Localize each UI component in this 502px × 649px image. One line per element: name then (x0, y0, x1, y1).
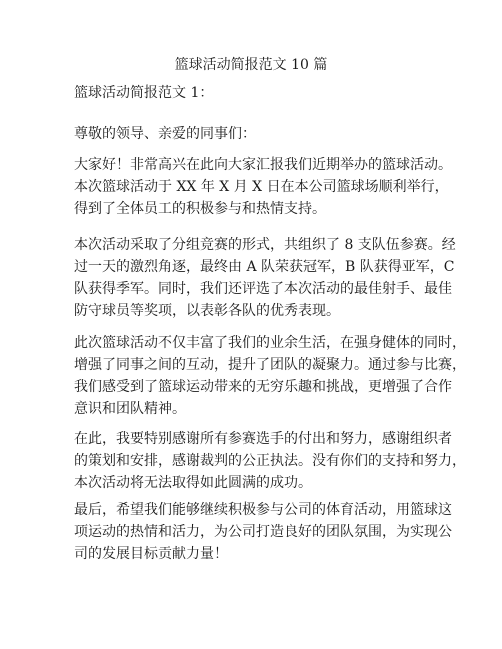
paragraph-line: 在此，我要特别感谢所有参赛选手的付出和努力，感谢组织者 (74, 431, 452, 447)
paragraph-5 (74, 499, 452, 565)
paragraph-4 (74, 428, 466, 494)
paragraph-line: 大家好！非常高兴在此向大家汇报我们近期举办的篮球活动。 (74, 157, 452, 173)
paragraph-3 (74, 332, 466, 420)
paragraph-line: 队获得季军。同时，我们还评选了本次活动的最佳射手、最佳 (74, 281, 452, 297)
paragraph-line: 的策划和安排，感谢裁判的公正执法。没有你们的支持和努力， (74, 453, 466, 469)
document-title: 篮球活动简报范文 10 篇 (174, 57, 328, 73)
paragraph-line: 本次活动将无法取得如此圆满的成功。 (74, 475, 312, 491)
greeting: 尊敬的领导、亲爱的同事们： (74, 126, 256, 142)
paragraph-2 (74, 234, 456, 322)
paragraph-line: 我们感受到了篮球运动带来的无穷乐趣和挑战，更增强了合作 (74, 379, 452, 395)
paragraph-line: 过一天的激烈角逐，最终由 A 队荣获冠军，B 队获得亚军，C (74, 259, 455, 275)
paragraph-line: 得到了全体员工的积极参与和热情支持。 (74, 201, 326, 217)
paragraph-line: 项运动的热情和活力，为公司打造良好的团队氛围，为实现公 (74, 524, 452, 540)
document-subtitle: 篮球活动简报范文 1： (74, 85, 214, 101)
paragraph-line: 此次篮球活动不仅丰富了我们的业余生活，在强身健体的同时， (74, 335, 466, 351)
paragraph-1 (74, 154, 452, 220)
paragraph-line: 意识和团队精神。 (74, 401, 186, 417)
paragraph-line: 本次活动采取了分组竞赛的形式，共组织了 8 支队伍参赛。经 (74, 237, 456, 253)
paragraph-line: 本次篮球活动于 XX 年 X 月 X 日在本公司篮球场顺利举行， (74, 179, 449, 195)
paragraph-line: 最后，希望我们能够继续积极参与公司的体育活动，用篮球这 (74, 502, 452, 518)
paragraph-line: 增强了同事之间的互动，提升了团队的凝聚力。通过参与比赛， (74, 357, 466, 373)
paragraph-line: 司的发展目标贡献力量！ (74, 546, 228, 562)
paragraph-line: 防守球员等奖项，以表彰各队的优秀表现。 (74, 303, 340, 319)
